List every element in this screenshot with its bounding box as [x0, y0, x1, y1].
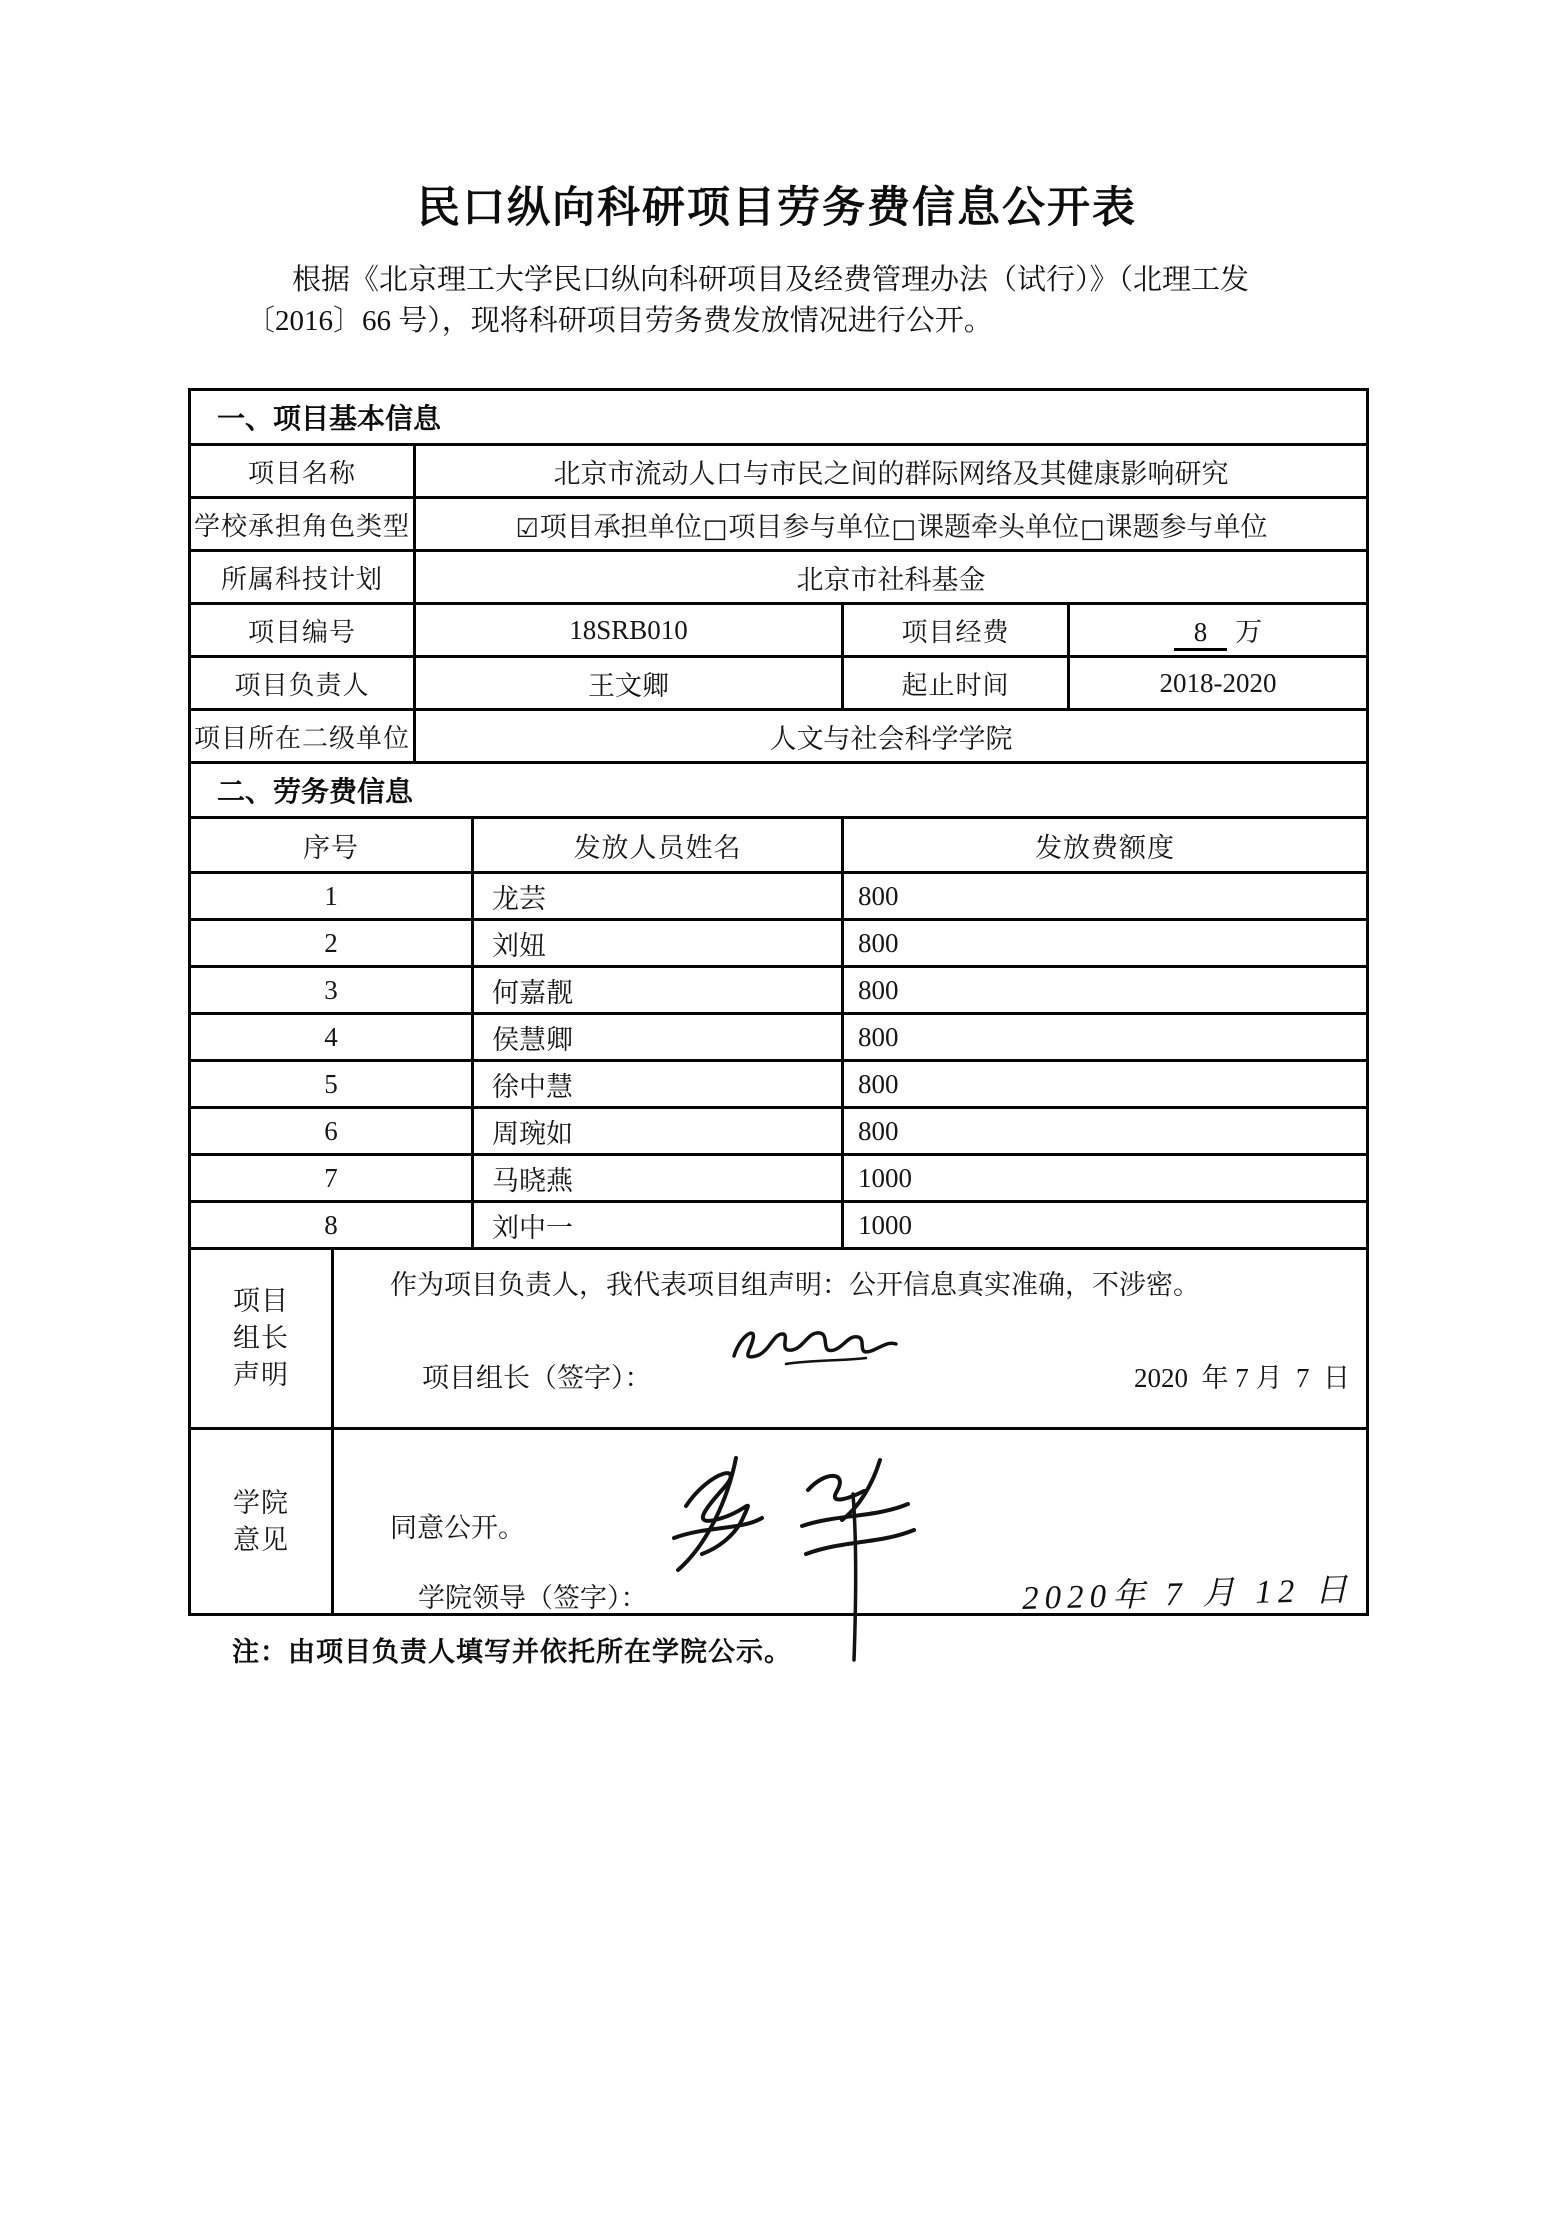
labor-table-body — [190, 873, 1368, 1249]
declaration-side-label — [190, 1249, 333, 1429]
payee-name: 周琬如 — [473, 1108, 843, 1155]
signature-table — [188, 1247, 1369, 1616]
intro-paragraph — [246, 260, 1338, 342]
role-option-label: 课题牵头单位 — [916, 511, 1079, 542]
amount: 800 — [843, 1014, 1368, 1061]
footnote: 注：由项目负责人填写并依托所在学院公示。 — [232, 1637, 792, 1667]
section2-heading: 二、劳务费信息 — [190, 763, 1368, 818]
declaration-content — [333, 1249, 1368, 1429]
checkbox-unchecked-icon: □ — [1079, 513, 1105, 544]
payee-name: 马晓燕 — [473, 1155, 843, 1202]
table-row — [190, 873, 1368, 920]
leader-signature — [726, 1316, 906, 1380]
college-date: 2020年 7 月 12 日 — [1021, 1572, 1355, 1618]
pi-label: 项目负责人 — [190, 657, 415, 710]
payee-name: 何嘉靓 — [473, 967, 843, 1014]
role-option-label: 项目承担单位 — [539, 511, 702, 542]
column-header-name: 发放人员姓名 — [473, 818, 843, 873]
college-sign-label: 学院领导（签字）： — [418, 1583, 648, 1613]
declaration-date: 2020 年 7 月 7 日 — [1134, 1363, 1350, 1393]
department-label: 项目所在二级单位 — [190, 710, 415, 763]
payee-name: 侯慧卿 — [473, 1014, 843, 1061]
side-label-line: 意见 — [233, 1524, 289, 1555]
row-index: 4 — [190, 1014, 473, 1061]
funding-value — [1069, 604, 1368, 657]
row-index: 5 — [190, 1061, 473, 1108]
row-index: 7 — [190, 1155, 473, 1202]
side-label-line: 组长 — [233, 1323, 289, 1353]
section1-heading: 一、项目基本信息 — [190, 390, 1368, 445]
duration-value: 2018-2020 — [1069, 657, 1368, 710]
column-header-amount: 发放费额度 — [843, 818, 1368, 873]
side-label-line: 声明 — [233, 1360, 289, 1390]
pi-value: 王文卿 — [415, 657, 843, 710]
declaration-statement: 作为项目负责人，我代表项目组声明：公开信息真实准确，不涉密。 — [390, 1270, 1200, 1300]
amount: 1000 — [843, 1202, 1368, 1249]
payee-name: 刘妞 — [473, 920, 843, 967]
row-index: 6 — [190, 1108, 473, 1155]
table-row — [190, 1108, 1368, 1155]
role-option-label: 课题参与单位 — [1105, 511, 1268, 542]
duration-label: 起止时间 — [843, 657, 1069, 710]
checkbox-unchecked-icon: □ — [702, 513, 728, 544]
role-option-label: 项目参与单位 — [728, 511, 891, 542]
amount: 800 — [843, 1061, 1368, 1108]
row-index: 8 — [190, 1202, 473, 1249]
table-row — [190, 1155, 1368, 1202]
payee-name: 龙芸 — [473, 873, 843, 920]
intro-line-2: 〔2016〕66 号），现将科研项目劳务费发放情况进行公开。 — [246, 305, 993, 337]
payee-name: 刘中一 — [473, 1202, 843, 1249]
college-side-label — [190, 1429, 333, 1615]
program-label: 所属科技计划 — [190, 551, 415, 604]
role-type-label: 学校承担角色类型 — [190, 498, 415, 551]
amount: 800 — [843, 967, 1368, 1014]
funding-label: 项目经费 — [843, 604, 1069, 657]
row-index: 1 — [190, 873, 473, 920]
table-row — [190, 1061, 1368, 1108]
college-content — [333, 1429, 1368, 1618]
table-row — [190, 1014, 1368, 1061]
leader-sign-label: 项目组长（签字）： — [422, 1363, 652, 1393]
table-row — [190, 1202, 1368, 1249]
side-label-line: 学院 — [233, 1487, 289, 1518]
project-no-label: 项目编号 — [190, 604, 415, 657]
college-approval: 同意公开。 — [390, 1513, 525, 1543]
form-table — [188, 388, 1366, 1616]
table-row — [190, 920, 1368, 967]
table-row — [190, 967, 1368, 1014]
role-options — [415, 498, 1368, 551]
amount: 800 — [843, 920, 1368, 967]
side-label-line: 项目 — [233, 1286, 289, 1316]
row-index: 2 — [190, 920, 473, 967]
checkbox-unchecked-icon: □ — [891, 513, 916, 544]
page-title: 民口纵向科研项目劳务费信息公开表 — [417, 184, 1137, 232]
intro-line-1: 根据《北京理工大学民口纵向科研项目及经费管理办法（试行）》（北理工发 — [292, 264, 1250, 296]
amount: 800 — [843, 873, 1368, 920]
amount: 800 — [843, 1108, 1368, 1155]
payee-name: 徐中慧 — [473, 1061, 843, 1108]
funding-unit: 万 — [1235, 616, 1263, 647]
funding-amount: 8 — [1174, 617, 1228, 651]
project-name-value: 北京市流动人口与市民之间的群际网络及其健康影响研究 — [415, 445, 1368, 498]
program-value: 北京市社科基金 — [415, 551, 1368, 604]
row-index: 3 — [190, 967, 473, 1014]
amount: 1000 — [843, 1155, 1368, 1202]
basic-info-table — [188, 388, 1369, 764]
checkbox-checked-icon: ☑ — [515, 513, 539, 544]
department-value: 人文与社会科学学院 — [415, 710, 1368, 763]
column-header-index: 序号 — [190, 818, 473, 873]
project-no-value: 18SRB010 — [415, 604, 843, 657]
labor-fee-table — [188, 761, 1369, 1250]
project-name-label: 项目名称 — [190, 445, 415, 498]
